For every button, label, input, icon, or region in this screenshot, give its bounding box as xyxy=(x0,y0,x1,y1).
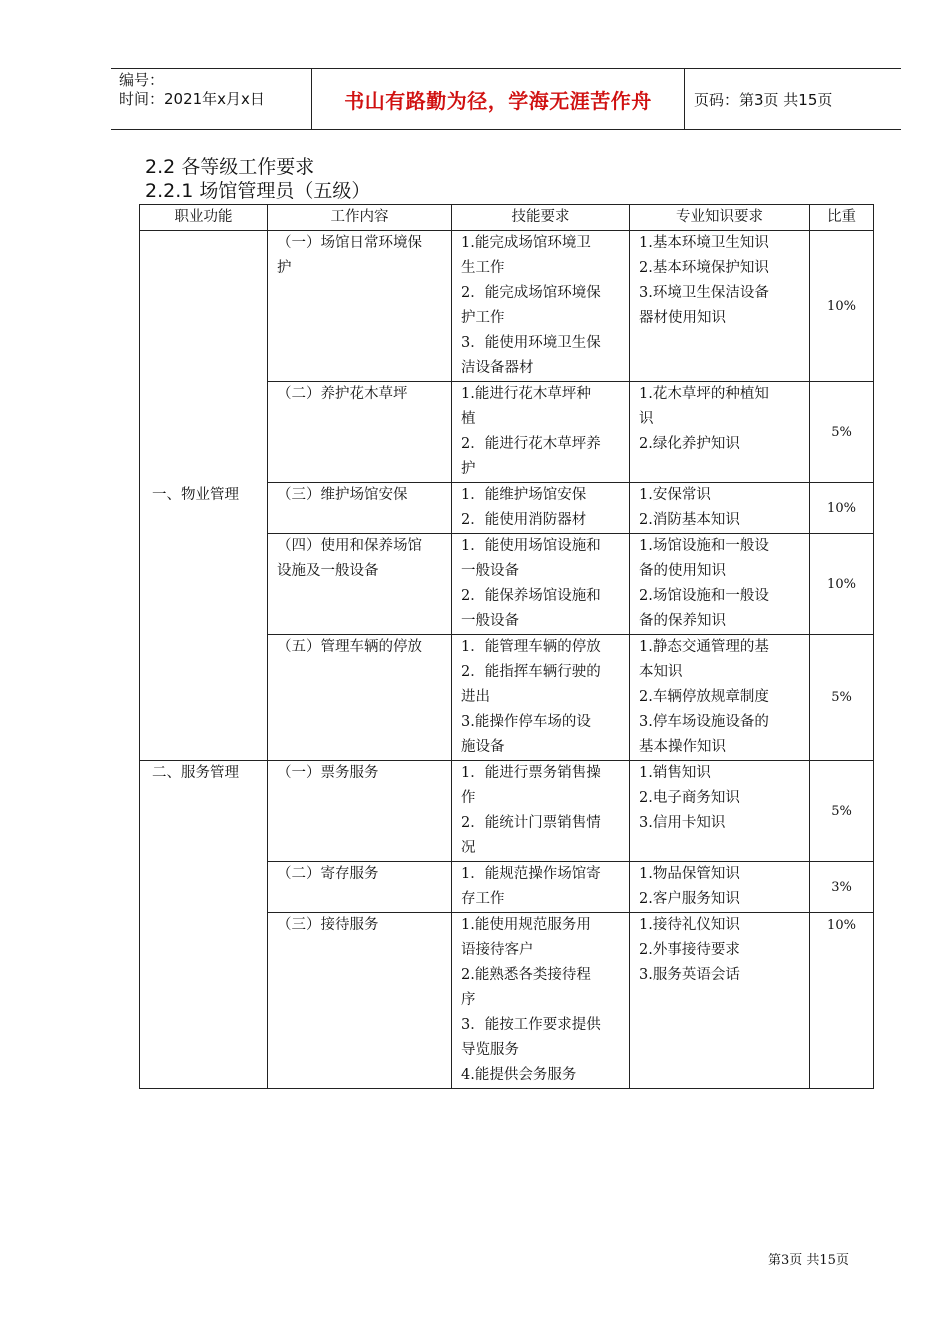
knowledge-line: 1.安保常识 xyxy=(639,487,711,503)
skills-line: 护工作 xyxy=(461,310,505,326)
section-heading: 2.2 各等级工作要求 xyxy=(145,156,315,178)
skills-line: 1．能进行票务销售操 xyxy=(461,765,601,781)
column-header: 比重 xyxy=(810,205,874,231)
skills-line: 语接待客户 xyxy=(461,942,534,958)
skills-line: 3．能使用环境卫生保 xyxy=(461,335,601,351)
skills-line: 洁设备器材 xyxy=(461,360,534,376)
skills-line: 导览服务 xyxy=(461,1042,519,1058)
skills-line: 植 xyxy=(461,411,476,427)
skills-line: 1．能使用场馆设施和 xyxy=(461,538,601,554)
content-line: （一）场馆日常环境保 xyxy=(277,235,422,251)
skills-line: 1．能规范操作场馆寄 xyxy=(461,866,601,882)
skills-line: 施设备 xyxy=(461,739,505,755)
weight-cell: 10% xyxy=(810,913,874,1089)
content-cell xyxy=(268,862,452,913)
knowledge-line: 2.场馆设施和一般设 xyxy=(639,588,769,604)
knowledge-line: 3.停车场设施设备的 xyxy=(639,714,769,730)
knowledge-line: 3.环境卫生保洁设备 xyxy=(639,285,769,301)
weight-cell: 10% xyxy=(810,534,874,635)
skills-line: 生工作 xyxy=(461,260,505,276)
knowledge-line: 器材使用知识 xyxy=(639,310,726,326)
skills-cell xyxy=(452,483,630,534)
skills-line: 2.能熟悉各类接待程 xyxy=(461,967,591,983)
function-cell: 一、物业管理 xyxy=(140,231,268,761)
skills-line: 存工作 xyxy=(461,891,505,907)
function-cell: 二、服务管理 xyxy=(140,761,268,1089)
content-line: （四）使用和保养场馆 xyxy=(277,538,422,554)
knowledge-line: 1.物品保管知识 xyxy=(639,866,740,882)
column-header: 工作内容 xyxy=(268,205,452,231)
knowledge-line: 2.绿化养护知识 xyxy=(639,436,740,452)
skills-line: 1.能完成场馆环境卫 xyxy=(461,235,591,251)
weight-cell: 5% xyxy=(810,761,874,862)
content-cell xyxy=(268,534,452,635)
knowledge-line: 3.服务英语会话 xyxy=(639,967,740,983)
knowledge-line: 1.销售知识 xyxy=(639,765,711,781)
content-line: （二）寄存服务 xyxy=(277,866,379,882)
knowledge-line: 备的保养知识 xyxy=(639,613,726,629)
knowledge-line: 2.外事接待要求 xyxy=(639,942,740,958)
knowledge-cell xyxy=(630,761,810,862)
page-footer: 第3页 共15页 xyxy=(768,1253,849,1268)
content-line: （三）维护场馆安保 xyxy=(277,487,408,503)
content-cell xyxy=(268,382,452,483)
skills-line: 一般设备 xyxy=(461,563,519,579)
skills-line: 2．能统计门票销售情 xyxy=(461,815,601,831)
skills-cell xyxy=(452,382,630,483)
number-label: 编号： xyxy=(119,71,165,89)
weight-cell: 5% xyxy=(810,382,874,483)
knowledge-cell xyxy=(630,382,810,483)
header-page-label: 页码：第3页 共15页 xyxy=(694,90,833,109)
content-line: 护 xyxy=(277,260,292,276)
knowledge-cell xyxy=(630,862,810,913)
content-line: （五）管理车辆的停放 xyxy=(277,639,422,655)
column-header: 技能要求 xyxy=(452,205,630,231)
knowledge-line: 2.客户服务知识 xyxy=(639,891,740,907)
skills-line: 2．能进行花木草坪养 xyxy=(461,436,601,452)
skills-line: 况 xyxy=(461,840,476,856)
skills-line: 进出 xyxy=(461,689,490,705)
skills-cell xyxy=(452,534,630,635)
content-line: （二）养护花木草坪 xyxy=(277,386,408,402)
knowledge-cell xyxy=(630,534,810,635)
knowledge-line: 1.花木草坪的种植知 xyxy=(639,386,769,402)
skills-line: 1.能进行花木草坪种 xyxy=(461,386,591,402)
knowledge-line: 备的使用知识 xyxy=(639,563,726,579)
skills-line: 1．能管理车辆的停放 xyxy=(461,639,601,655)
skills-line: 4.能提供会务服务 xyxy=(461,1067,577,1083)
subsection-heading: 2.2.1 场馆管理员（五级） xyxy=(145,180,371,202)
skills-line: 序 xyxy=(461,992,476,1008)
skills-cell xyxy=(452,913,630,1089)
knowledge-cell xyxy=(630,635,810,761)
content-cell xyxy=(268,635,452,761)
content-cell xyxy=(268,483,452,534)
skills-line: 2．能保养场馆设施和 xyxy=(461,588,601,604)
table-row xyxy=(140,231,874,382)
column-header: 专业知识要求 xyxy=(630,205,810,231)
skills-line: 1.能使用规范服务用 xyxy=(461,917,591,933)
skills-line: 3.能操作停车场的设 xyxy=(461,714,591,730)
skills-cell xyxy=(452,635,630,761)
knowledge-cell xyxy=(630,913,810,1089)
skills-line: 护 xyxy=(461,461,476,477)
knowledge-line: 2.车辆停放规章制度 xyxy=(639,689,769,705)
knowledge-line: 1.基本环境卫生知识 xyxy=(639,235,769,251)
skills-cell xyxy=(452,862,630,913)
skills-cell xyxy=(452,231,630,382)
content-line: 设施及一般设备 xyxy=(277,563,379,579)
header-motto: 书山有路勤为径，学海无涯苦作舟 xyxy=(312,69,685,129)
weight-cell: 5% xyxy=(810,635,874,761)
knowledge-line: 1.静态交通管理的基 xyxy=(639,639,769,655)
requirements-table xyxy=(139,204,874,1089)
knowledge-line: 2.基本环境保护知识 xyxy=(639,260,769,276)
weight-cell: 10% xyxy=(810,483,874,534)
skills-line: 作 xyxy=(461,790,476,806)
knowledge-line: 3.信用卡知识 xyxy=(639,815,726,831)
knowledge-line: 1.接待礼仪知识 xyxy=(639,917,740,933)
content-cell xyxy=(268,913,452,1089)
weight-cell: 10% xyxy=(810,231,874,382)
knowledge-line: 基本操作知识 xyxy=(639,739,726,755)
content-cell xyxy=(268,761,452,862)
skills-line: 3．能按工作要求提供 xyxy=(461,1017,601,1033)
knowledge-cell xyxy=(630,231,810,382)
content-line: （三）接待服务 xyxy=(277,917,379,933)
header-meta xyxy=(111,69,312,129)
skills-cell xyxy=(452,761,630,862)
page-header xyxy=(111,68,901,130)
knowledge-line: 识 xyxy=(639,411,654,427)
knowledge-line: 2.消防基本知识 xyxy=(639,512,740,528)
knowledge-line: 1.场馆设施和一般设 xyxy=(639,538,769,554)
table-header-row xyxy=(140,205,874,231)
column-header: 职业功能 xyxy=(140,205,268,231)
date-label: 时间：2021年x月x日 xyxy=(119,90,265,108)
knowledge-line: 本知识 xyxy=(639,664,683,680)
knowledge-cell xyxy=(630,483,810,534)
content-cell xyxy=(268,231,452,382)
weight-cell: 3% xyxy=(810,862,874,913)
skills-line: 2．能指挥车辆行驶的 xyxy=(461,664,601,680)
skills-line: 2．能完成场馆环境保 xyxy=(461,285,601,301)
table-row xyxy=(140,761,874,862)
content-line: （一）票务服务 xyxy=(277,765,379,781)
skills-line: 2．能使用消防器材 xyxy=(461,512,587,528)
skills-line: 一般设备 xyxy=(461,613,519,629)
skills-line: 1．能维护场馆安保 xyxy=(461,487,587,503)
knowledge-line: 2.电子商务知识 xyxy=(639,790,740,806)
